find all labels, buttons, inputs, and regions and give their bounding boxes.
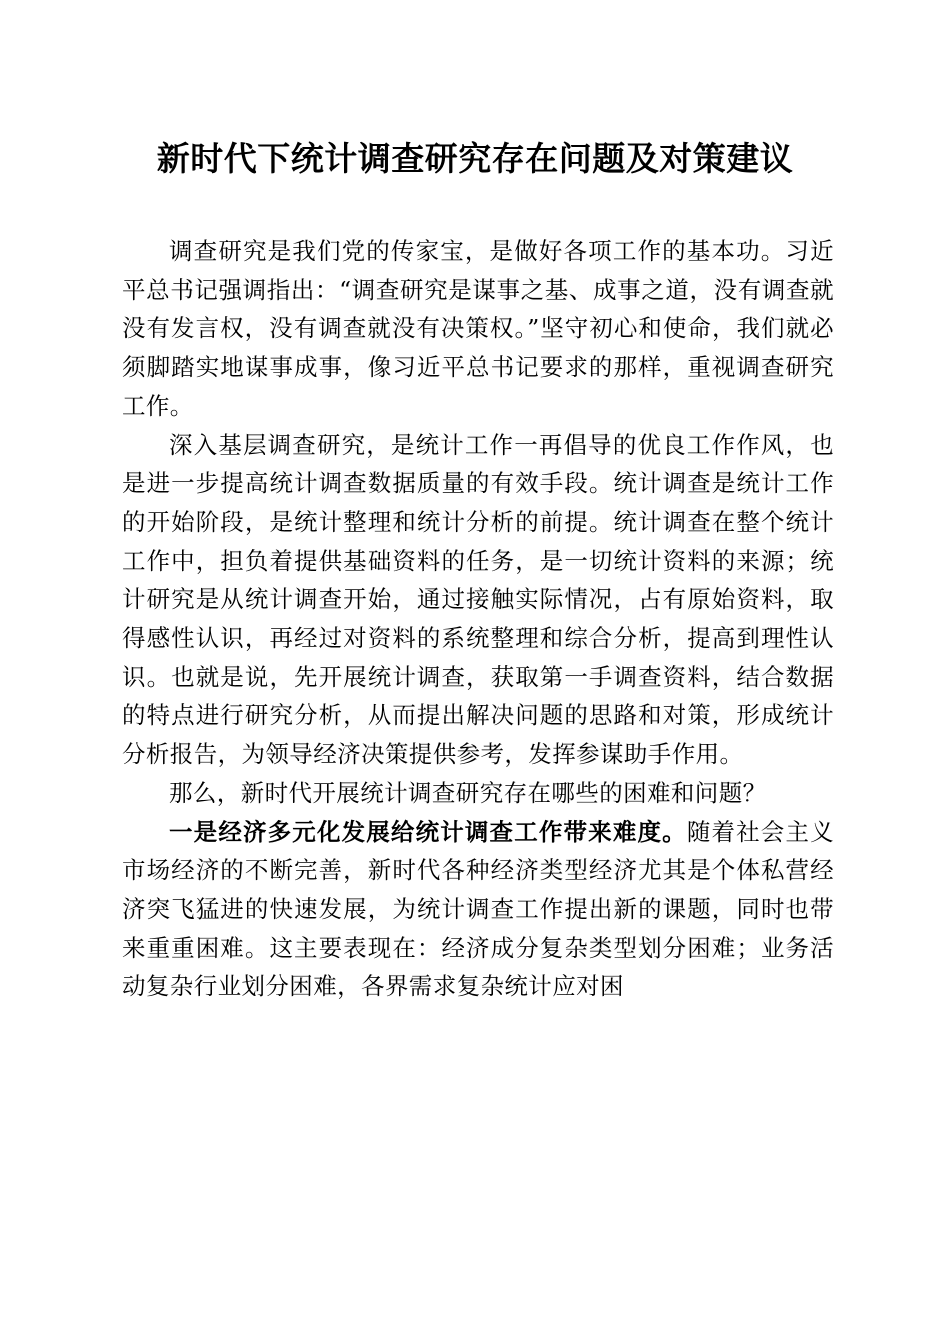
paragraph-1 — [122, 232, 834, 426]
paragraph-4-text: 随着社会主义市场经济的不断完善，新时代各种经济类型经济尤其是个体私营经济突飞猛进的快速发展，为统计调查工作提出新的课题，同时也带来重重困难。这主要表现在：经济成分复杂类型划分困难；业务活动复杂行业划分困难，各界需求复杂统计应对困 — [122, 817, 834, 1001]
paragraph-2-text: 深入基层调查研究，是统计工作一再倡导的优良工作作风，也是进一步提高统计调查数据质量的有效手段。统计调查是统计工作的开始阶段，是统计整理和统计分析的前提。统计调查在整个统计工作中，担负着提供基础资料的任务，是一切统计资料的来源；统计研究是从统计调查开始，通过接触实际情况，占有原始资料，取得感性认识，再经过对资料的系统整理和综合分析，提高到理性认识。也就是说，先开展统计调查，获取第一手调查资料，结合数据的特点进行研究分析，从而提出解决问题的思路和对策，形成统计分析报告，为领导经济决策提供参考，发挥参谋助手作用。 — [122, 430, 834, 769]
paragraph-4 — [122, 813, 834, 1007]
paragraph-3 — [122, 774, 834, 813]
paragraph-3-text: 那么，新时代开展统计调查研究存在哪些的困难和问题？ — [169, 778, 767, 807]
document-body — [122, 232, 834, 1006]
document-title: 新时代下统计调查研究存在问题及对策建议 — [156, 139, 794, 178]
paragraph-4-lead: 一是经济多元化发展给统计调查工作带来难度。 — [169, 817, 687, 846]
paragraph-2 — [122, 426, 834, 774]
paragraph-1-text: 调查研究是我们党的传家宝，是做好各项工作的基本功。习近平总书记强调指出：“调查研究是谋事之基、成事之道，没有调查就没有发言权，没有调查就没有决策权。”坚守初心和使命，我们就必须脚踏实地谋事成事，像习近平总书记要求的那样，重视调查研究工作。 — [122, 237, 834, 420]
